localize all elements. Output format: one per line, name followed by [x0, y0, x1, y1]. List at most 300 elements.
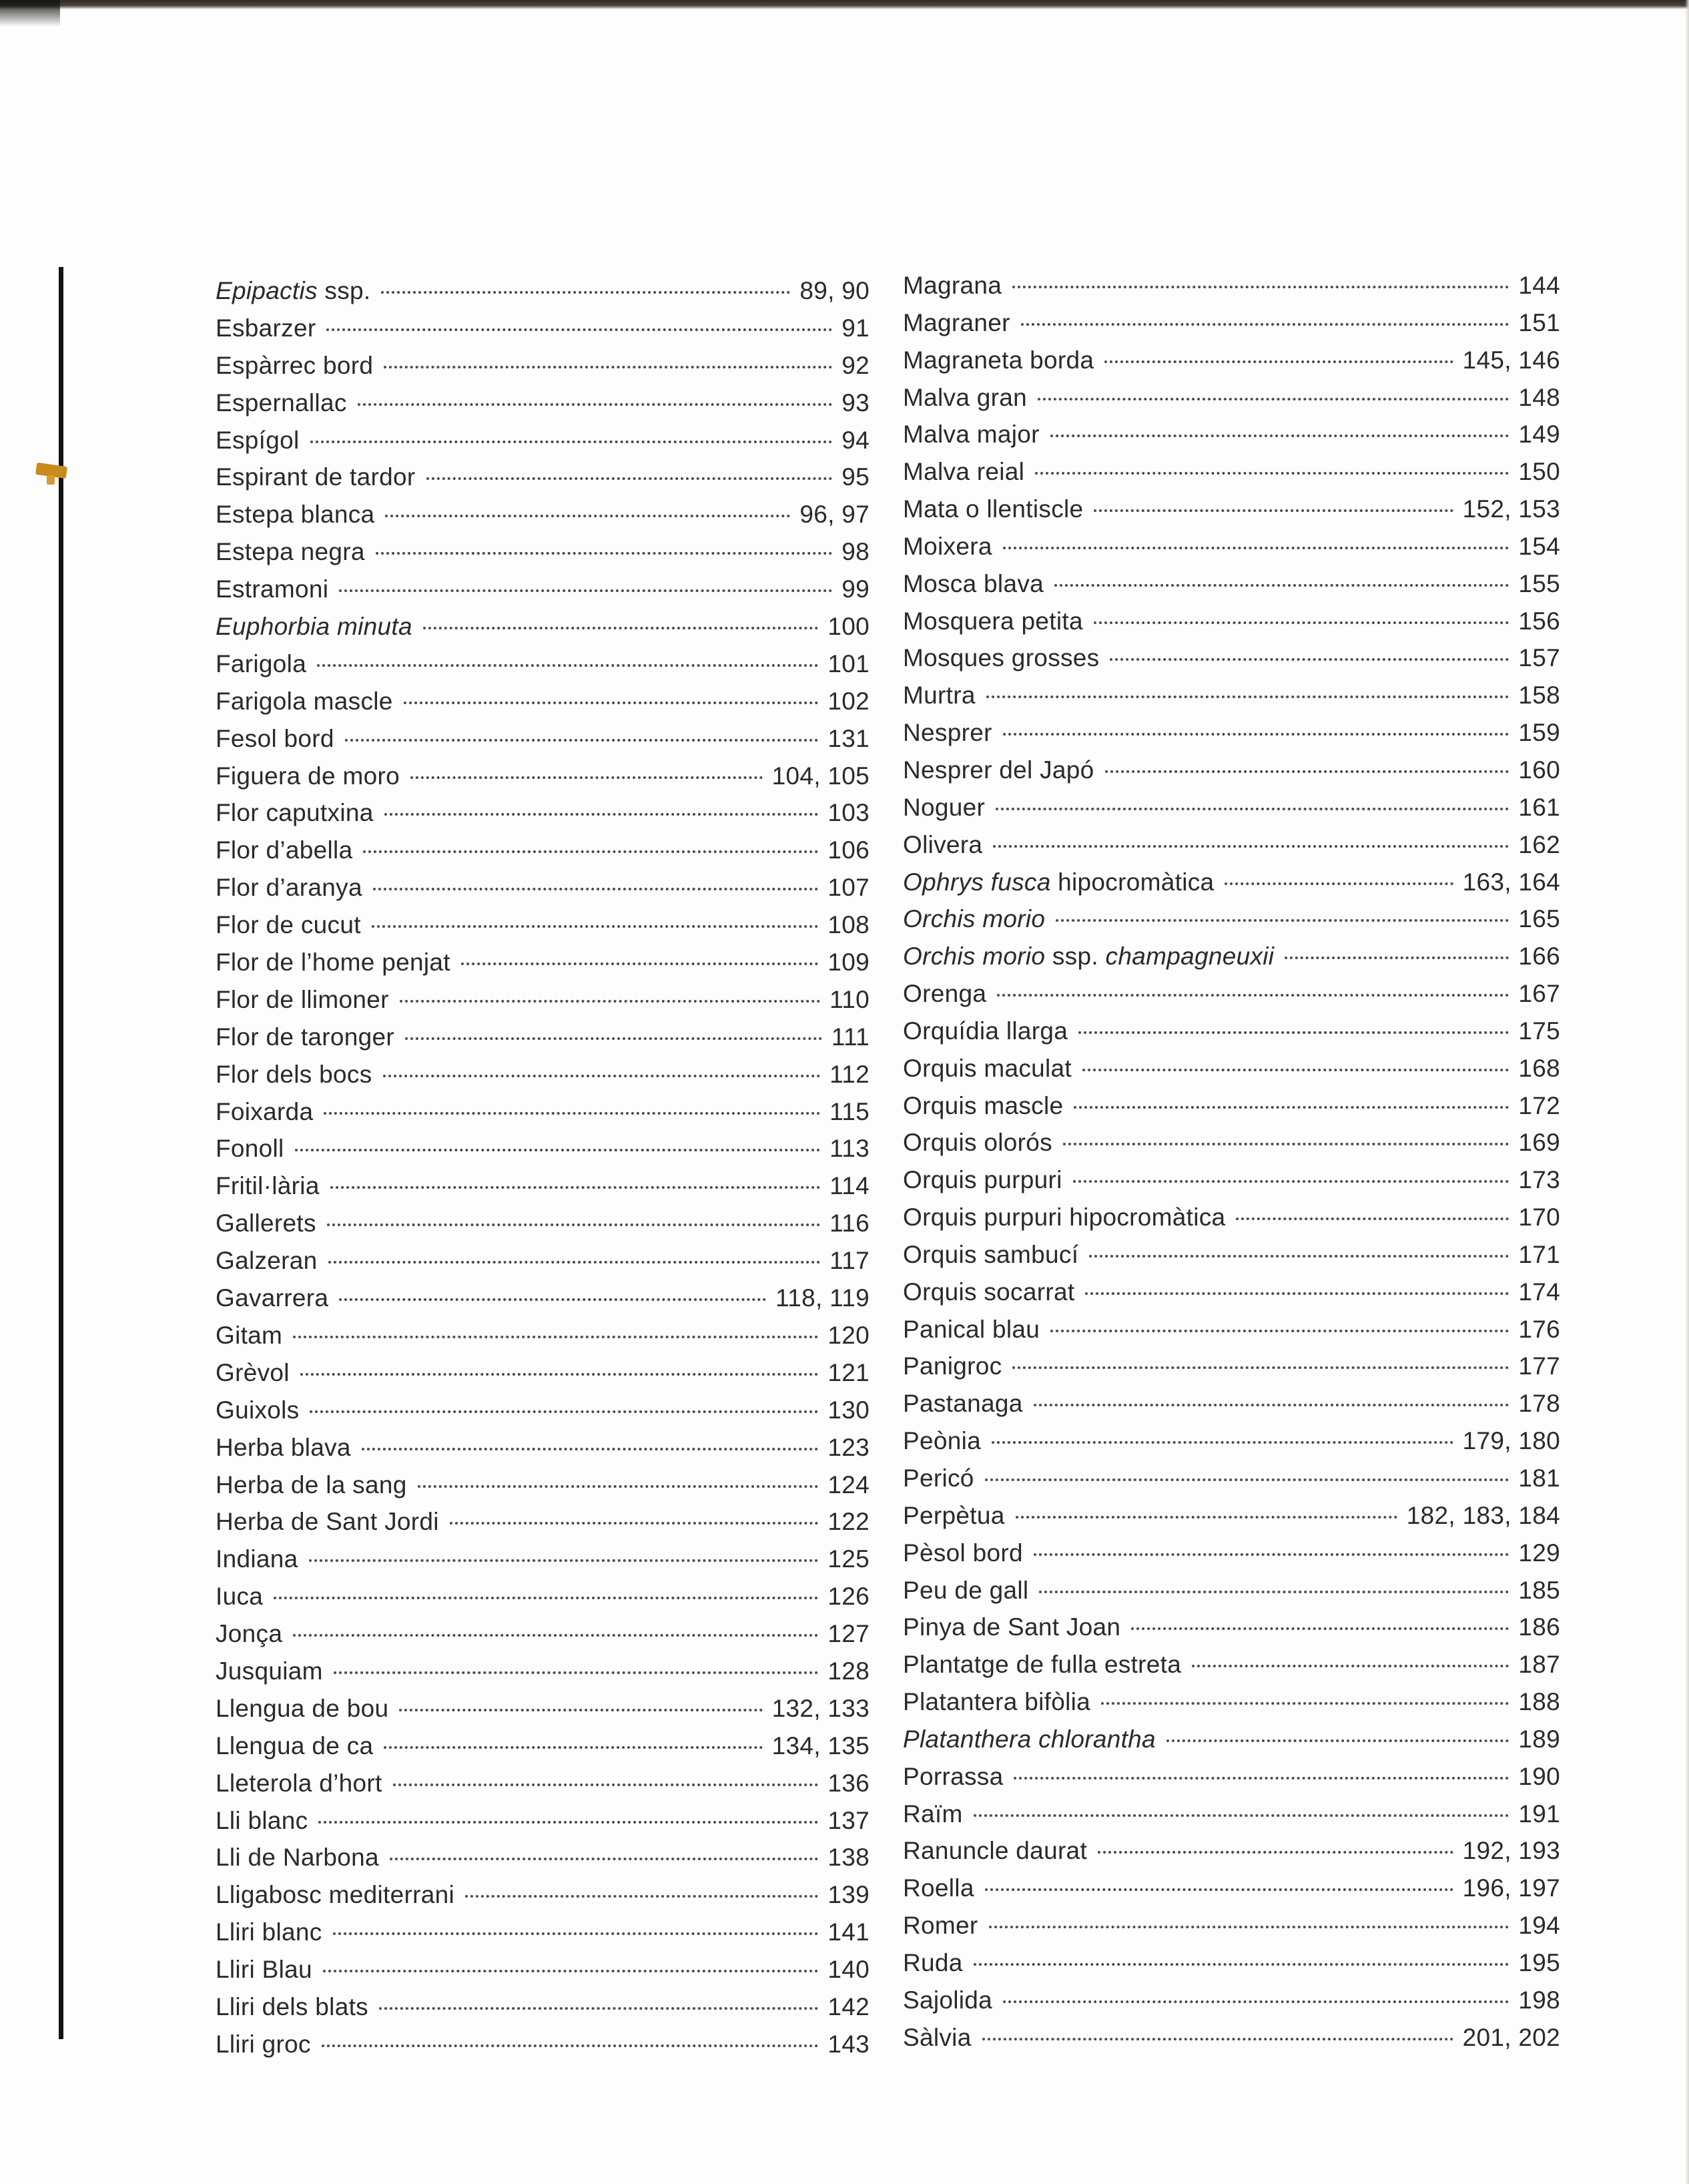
index-page-numbers: 165 — [1518, 905, 1560, 933]
dot-leader — [426, 477, 833, 480]
dot-leader — [985, 1888, 1453, 1891]
index-term — [216, 683, 393, 720]
index-entry — [216, 1839, 870, 1876]
index-term — [903, 453, 1024, 491]
index-term — [903, 1124, 1052, 1161]
index-entry — [216, 2026, 870, 2063]
index-term-segment: Jusquiam — [216, 1657, 323, 1685]
index-term — [903, 1535, 1023, 1572]
index-page-numbers: 125 — [827, 1545, 870, 1573]
index-term-segment: Orenga — [903, 980, 987, 1008]
index-page-numbers: 198 — [1518, 1986, 1560, 2014]
index-page-numbers: 149 — [1518, 421, 1560, 449]
index-term — [216, 758, 400, 795]
index-entry — [216, 1242, 870, 1280]
index-term-italic-segment: Epipactis — [216, 277, 318, 304]
index-page-numbers: 139 — [827, 1881, 870, 1909]
dot-leader — [405, 1037, 822, 1040]
index-term — [903, 938, 1274, 975]
dot-leader — [274, 1597, 818, 1599]
index-term — [903, 1274, 1074, 1311]
index-term-segment: Lleterola d’hort — [216, 1769, 382, 1797]
index-page-numbers: 154 — [1518, 532, 1560, 560]
index-page-numbers: 136 — [827, 1769, 870, 1797]
index-page-numbers: 170 — [1518, 1203, 1560, 1232]
index-entry — [903, 453, 1560, 491]
index-entry — [903, 304, 1560, 342]
index-term — [216, 608, 412, 645]
dot-leader — [376, 552, 833, 555]
index-term-segment: ssp. — [317, 277, 371, 304]
index-entry — [216, 1093, 870, 1131]
index-term-segment: Moixera — [903, 532, 992, 560]
dot-leader — [1078, 1031, 1509, 1034]
index-term-segment: Farigola — [216, 649, 307, 677]
index-term-segment: Espígol — [216, 426, 300, 454]
index-page-numbers: 172 — [1518, 1091, 1560, 1119]
index-term-segment: Iuca — [216, 1583, 264, 1611]
index-entry — [216, 347, 870, 384]
index-term — [903, 1236, 1078, 1274]
index-page-numbers: 104, 105 — [771, 762, 870, 790]
index-entry — [903, 379, 1560, 417]
index-term-segment: Gitam — [216, 1321, 283, 1349]
index-entry — [903, 826, 1560, 864]
index-term-segment: Sajolida — [903, 1986, 993, 2014]
index-page-numbers: 103 — [827, 799, 870, 827]
index-term-segment: Esbarzer — [216, 314, 316, 342]
index-entry — [903, 416, 1560, 453]
index-page-numbers: 138 — [827, 1844, 870, 1872]
index-term-segment: Herba de la sang — [216, 1470, 407, 1498]
index-term — [216, 1466, 407, 1504]
dot-leader — [293, 1634, 818, 1637]
index-page-numbers: 174 — [1518, 1278, 1560, 1306]
index-term-segment: Orquis mascle — [903, 1091, 1064, 1119]
index-term — [903, 1497, 1005, 1535]
index-page-numbers: 151 — [1518, 308, 1560, 336]
index-term-segment: Flor de llimoner — [216, 985, 389, 1013]
index-page-numbers: 162 — [1518, 830, 1560, 858]
dot-leader — [379, 2007, 818, 2010]
dot-leader — [324, 1112, 820, 1115]
index-term-segment: Herba de Sant Jordi — [216, 1508, 439, 1536]
index-entry — [903, 1124, 1560, 1161]
index-entry — [903, 938, 1560, 975]
index-term-segment: Porrassa — [903, 1762, 1004, 1790]
index-entry — [216, 1951, 870, 1988]
index-page-numbers: 123 — [827, 1433, 870, 1461]
index-entry — [903, 528, 1560, 565]
dot-leader — [1098, 1851, 1453, 1854]
index-term-italic-segment: champagneuxii — [1105, 942, 1275, 971]
dot-leader — [1085, 1292, 1509, 1295]
index-page-numbers: 177 — [1518, 1352, 1560, 1380]
index-term — [216, 1615, 282, 1653]
dot-leader — [1225, 882, 1453, 885]
index-term-segment: Lliri groc — [216, 2030, 311, 2058]
index-page-numbers: 99 — [841, 575, 870, 603]
index-term — [903, 975, 986, 1013]
index-term-segment: Perpètua — [903, 1501, 1005, 1529]
index-page-numbers: 108 — [827, 911, 870, 939]
index-page-numbers: 124 — [827, 1470, 870, 1498]
dot-leader — [1089, 1255, 1509, 1258]
index-entry — [216, 1690, 870, 1727]
dot-leader — [322, 2044, 819, 2047]
index-term-segment: Pèsol bord — [903, 1539, 1023, 1567]
index-term — [216, 459, 416, 496]
dot-leader — [1101, 1702, 1509, 1705]
dot-leader — [1285, 957, 1509, 959]
index-page-numbers: 114 — [829, 1172, 870, 1200]
index-entry — [903, 1013, 1560, 1050]
index-term-segment: Magrana — [903, 272, 1002, 299]
index-term-segment: Pericó — [903, 1464, 974, 1492]
index-term-segment: Panigroc — [903, 1352, 1002, 1380]
dot-leader — [1038, 398, 1509, 400]
index-entry — [216, 1653, 870, 1690]
index-entry — [216, 1019, 870, 1056]
dot-leader — [384, 1746, 762, 1749]
index-term-segment: Nesprer — [903, 719, 992, 747]
index-entry — [216, 496, 870, 533]
index-page-numbers: 201, 202 — [1462, 2023, 1560, 2051]
dot-leader — [996, 808, 1509, 810]
index-term — [216, 1093, 313, 1131]
index-entry — [216, 1503, 870, 1541]
index-term-segment: Espirant de tardor — [216, 463, 416, 491]
index-term — [903, 1199, 1225, 1236]
index-term-segment: Lliri Blau — [216, 1956, 312, 1984]
dot-leader — [1012, 1366, 1509, 1369]
index-page-numbers: 101 — [827, 649, 870, 677]
index-page-numbers: 182, 183, 184 — [1406, 1501, 1560, 1529]
index-term — [216, 272, 370, 310]
index-term — [216, 1951, 312, 1988]
index-term — [903, 714, 992, 752]
dot-leader — [326, 328, 832, 331]
index-term-segment: Mosquera petita — [903, 607, 1083, 635]
index-page-numbers: 168 — [1518, 1054, 1560, 1082]
dot-leader — [1012, 286, 1509, 288]
dot-leader — [339, 1298, 766, 1301]
index-entry — [216, 1914, 870, 1951]
index-entry — [903, 1087, 1560, 1125]
index-term-segment: Flor de l’home penjat — [216, 948, 450, 977]
index-page-numbers: 195 — [1518, 1948, 1560, 1976]
index-term — [903, 1348, 1002, 1385]
index-term-segment: Estepa negra — [216, 538, 365, 566]
dot-leader — [1236, 1217, 1509, 1220]
index-term-segment: Peònia — [903, 1427, 982, 1455]
dot-leader — [1094, 621, 1509, 624]
dot-leader — [309, 1559, 819, 1562]
index-term — [903, 1422, 981, 1460]
index-term-segment: Malva reial — [903, 458, 1025, 486]
index-term-segment: Orquis sambucí — [903, 1240, 1079, 1268]
index-page-numbers: 117 — [829, 1247, 870, 1275]
index-page-numbers: 121 — [827, 1358, 870, 1386]
index-term-segment: Orquis purpuri hipocromàtica — [903, 1203, 1226, 1232]
index-term — [216, 1130, 284, 1167]
dot-leader — [390, 1858, 818, 1860]
index-entry — [903, 491, 1560, 528]
index-page-numbers: 166 — [1518, 942, 1560, 971]
index-term-segment: Fritil·lària — [216, 1172, 320, 1200]
index-term — [903, 864, 1214, 901]
dot-leader — [1074, 1106, 1509, 1109]
index-term — [216, 1876, 454, 1914]
index-term-segment: Romer — [903, 1912, 978, 1940]
index-term-segment: Raïm — [903, 1800, 963, 1828]
index-entry — [216, 1056, 870, 1093]
index-page-numbers: 161 — [1518, 793, 1560, 821]
index-column-right — [903, 267, 1560, 2057]
index-term-segment: Fonoll — [216, 1135, 284, 1163]
index-page-numbers: 109 — [827, 948, 870, 977]
index-page-numbers: 192, 193 — [1462, 1837, 1560, 1865]
index-page-numbers: 112 — [829, 1060, 870, 1088]
dot-leader — [310, 1410, 818, 1413]
index-term — [216, 1019, 394, 1056]
dot-leader — [318, 1821, 818, 1824]
index-term — [216, 533, 365, 571]
dot-leader — [334, 1671, 819, 1674]
index-term-segment: Malva major — [903, 421, 1040, 449]
index-term-segment: Mosques grosses — [903, 644, 1100, 672]
index-term-segment: Lliri dels blats — [216, 1992, 368, 2020]
index-entry — [216, 1429, 870, 1466]
index-term — [216, 832, 352, 869]
index-page-numbers: 100 — [827, 613, 870, 641]
index-page-numbers: 158 — [1518, 681, 1560, 710]
index-term — [216, 1205, 316, 1242]
index-term — [903, 565, 1044, 603]
dot-leader — [383, 1075, 821, 1077]
dot-leader — [1014, 1777, 1509, 1780]
index-entry — [903, 1982, 1560, 2019]
index-entry — [903, 1348, 1560, 1385]
index-term — [903, 342, 1094, 379]
index-entry — [216, 1615, 870, 1653]
index-entry — [903, 1796, 1560, 1833]
index-term-segment: Murtra — [903, 681, 976, 710]
index-term-segment: Olivera — [903, 830, 983, 858]
index-page-numbers: 129 — [1518, 1539, 1560, 1567]
index-term — [903, 1796, 963, 1833]
index-entry — [216, 1988, 870, 2026]
index-term — [216, 1578, 263, 1615]
index-term-segment: Gavarrera — [216, 1284, 329, 1312]
index-term — [903, 1683, 1090, 1721]
dot-leader — [993, 845, 1509, 848]
index-entry — [216, 1205, 870, 1242]
index-term — [903, 1870, 974, 1907]
index-page-numbers: 94 — [841, 426, 870, 454]
index-term — [903, 639, 1099, 677]
index-term-segment: Noguer — [903, 793, 986, 821]
index-term-segment: Flor d’aranya — [216, 874, 362, 902]
dot-leader — [333, 1932, 819, 1935]
index-page-numbers: 107 — [827, 874, 870, 902]
dot-leader — [295, 1149, 821, 1151]
dot-leader — [986, 696, 1509, 698]
index-term — [903, 1832, 1087, 1870]
index-page-numbers: 126 — [827, 1583, 870, 1611]
index-term-segment: Ruda — [903, 1948, 963, 1976]
index-entry — [903, 1385, 1560, 1422]
index-term-segment: Platantera bifòlia — [903, 1688, 1091, 1716]
dot-leader — [328, 1261, 821, 1264]
index-term-segment: Lli de Narbona — [216, 1844, 379, 1872]
dot-leader — [992, 1441, 1453, 1444]
index-entry — [216, 1466, 870, 1504]
index-term-italic-segment: Orchis morio — [903, 905, 1046, 933]
index-term-italic-segment: Ophrys fusca — [903, 868, 1051, 896]
dot-leader — [1050, 435, 1509, 437]
dot-leader — [385, 515, 790, 517]
index-term — [903, 1311, 1040, 1348]
index-term — [903, 752, 1094, 789]
index-term — [903, 1572, 1028, 1609]
index-page-numbers: 178 — [1518, 1390, 1560, 1418]
dot-leader — [317, 664, 818, 667]
index-entry — [216, 1130, 870, 1167]
index-page-numbers: 140 — [827, 1956, 870, 1984]
dot-leader — [330, 1186, 820, 1189]
index-term-segment: Flor de taronger — [216, 1023, 395, 1051]
index-entry — [903, 1535, 1560, 1572]
dot-leader — [339, 589, 832, 592]
dot-leader — [310, 441, 833, 443]
index-term-segment: Flor de cucut — [216, 911, 361, 939]
index-term — [216, 1765, 382, 1802]
index-term — [216, 1541, 298, 1578]
index-entry — [216, 683, 870, 720]
dot-leader — [400, 1000, 820, 1003]
index-term — [903, 491, 1083, 528]
index-page-numbers: 102 — [827, 687, 870, 715]
index-entry — [903, 1199, 1560, 1236]
index-page-numbers: 106 — [827, 836, 870, 864]
index-entry — [216, 608, 870, 645]
index-term — [903, 789, 985, 826]
dot-leader — [1054, 584, 1509, 587]
index-entry — [216, 571, 870, 608]
index-entry — [216, 1392, 870, 1429]
index-page-numbers: 188 — [1518, 1688, 1560, 1716]
index-term — [216, 1242, 318, 1280]
index-entry — [903, 267, 1560, 304]
index-entry — [903, 1721, 1560, 1758]
index-term-segment: Mata o llentiscle — [903, 495, 1084, 523]
index-term — [216, 1280, 328, 1317]
index-page-numbers: 143 — [827, 2030, 870, 2058]
index-term — [216, 1429, 351, 1466]
index-term — [216, 1802, 308, 1840]
dot-leader — [1039, 1591, 1509, 1593]
index-entry — [216, 1280, 870, 1317]
index-entry — [216, 906, 870, 944]
index-entry — [903, 1422, 1560, 1460]
index-term — [903, 1609, 1120, 1646]
index-entry — [216, 459, 870, 496]
index-term-segment: Magraner — [903, 308, 1010, 336]
index-entry — [903, 1311, 1560, 1348]
index-term-segment: Fesol bord — [216, 724, 334, 752]
index-term-segment: Lligabosc mediterrani — [216, 1881, 454, 1909]
index-entry — [903, 1870, 1560, 1907]
index-entry — [216, 1167, 870, 1205]
index-term-segment: Ranuncle daurat — [903, 1837, 1088, 1865]
index-page-numbers: 142 — [827, 1992, 870, 2020]
index-term — [216, 1690, 388, 1727]
dot-leader — [997, 994, 1509, 997]
index-term-segment: Nesprer del Japó — [903, 756, 1094, 784]
index-entry — [903, 1832, 1560, 1870]
index-term-italic-segment: Orchis morio — [903, 942, 1046, 971]
dot-leader — [1131, 1627, 1509, 1630]
index-term — [216, 347, 373, 384]
index-term — [903, 304, 1010, 342]
index-term — [903, 1460, 974, 1497]
index-entry — [216, 758, 870, 795]
index-entry — [903, 1050, 1560, 1087]
index-term — [216, 906, 361, 944]
dot-leader — [327, 1223, 820, 1226]
index-term — [216, 310, 316, 347]
page-corner-shadow — [0, 0, 60, 27]
index-term-segment: Estramoni — [216, 575, 329, 603]
index-term — [216, 1727, 373, 1765]
index-term-segment: Orquis maculat — [903, 1054, 1072, 1082]
index-term — [216, 2026, 311, 2063]
index-entry — [903, 1497, 1560, 1535]
index-entry — [903, 1460, 1560, 1497]
index-entry — [216, 1541, 870, 1578]
index-page-numbers: 194 — [1518, 1912, 1560, 1940]
index-term — [216, 384, 347, 422]
index-term-italic-segment: Platanthera chlorantha — [903, 1725, 1156, 1753]
dot-leader — [323, 1970, 818, 1972]
index-term-segment: Jonça — [216, 1620, 283, 1648]
index-term-segment: Llengua de ca — [216, 1731, 374, 1759]
index-entry — [216, 944, 870, 981]
index-page-numbers: 122 — [827, 1508, 870, 1536]
index-term — [903, 1907, 978, 1944]
index-entry — [216, 310, 870, 347]
index-entry — [903, 1646, 1560, 1683]
index-page-numbers: 92 — [841, 351, 870, 379]
index-page-numbers: 159 — [1518, 719, 1560, 747]
dot-leader — [1105, 770, 1509, 773]
dot-leader — [384, 813, 819, 816]
index-entry — [903, 1161, 1560, 1199]
index-term — [903, 416, 1040, 453]
index-term — [216, 981, 389, 1019]
index-term-segment: Farigola mascle — [216, 687, 393, 715]
index-term — [903, 826, 982, 864]
index-term-segment: Llengua de bou — [216, 1694, 389, 1722]
index-entry — [216, 1765, 870, 1802]
index-page-numbers: 190 — [1518, 1762, 1560, 1790]
index-page-numbers: 189 — [1518, 1725, 1560, 1753]
index-page-numbers: 156 — [1518, 607, 1560, 635]
index-page-numbers: 141 — [827, 1918, 870, 1946]
index-entry — [903, 1907, 1560, 1944]
index-entry — [903, 565, 1560, 603]
